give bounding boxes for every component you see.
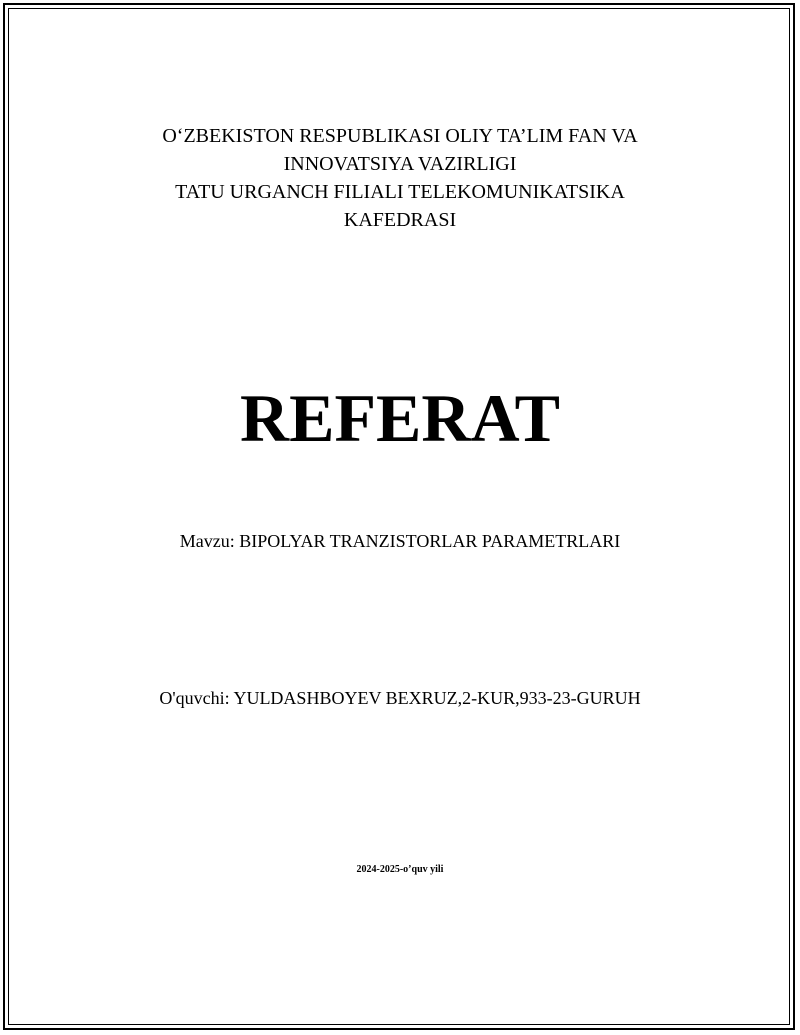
topic-line: Mavzu: BIPOLYAR TRANZISTORLAR PARAMETRLARI [179, 531, 621, 551]
student-line: O'quvchi: YULDASHBOYEV BEXRUZ,2-KUR,933-23-GURUH [159, 688, 641, 708]
academic-year: 2024-2025-o’quv yili [356, 864, 444, 875]
header-line-3: TATU URGANCH FILIALI TELEKOMUNIKATSIKA [175, 181, 625, 203]
header-line-1: O‘ZBEKISTON RESPUBLIKASI OLIY TA’LIM FAN VA [162, 125, 638, 147]
ministry-header [0, 122, 800, 234]
document-title: REFERAT [240, 380, 560, 456]
header-line-4: KAFEDRASI [343, 209, 457, 231]
header-line-2: INNOVATSIYA VAZIRLIGI [283, 153, 517, 175]
